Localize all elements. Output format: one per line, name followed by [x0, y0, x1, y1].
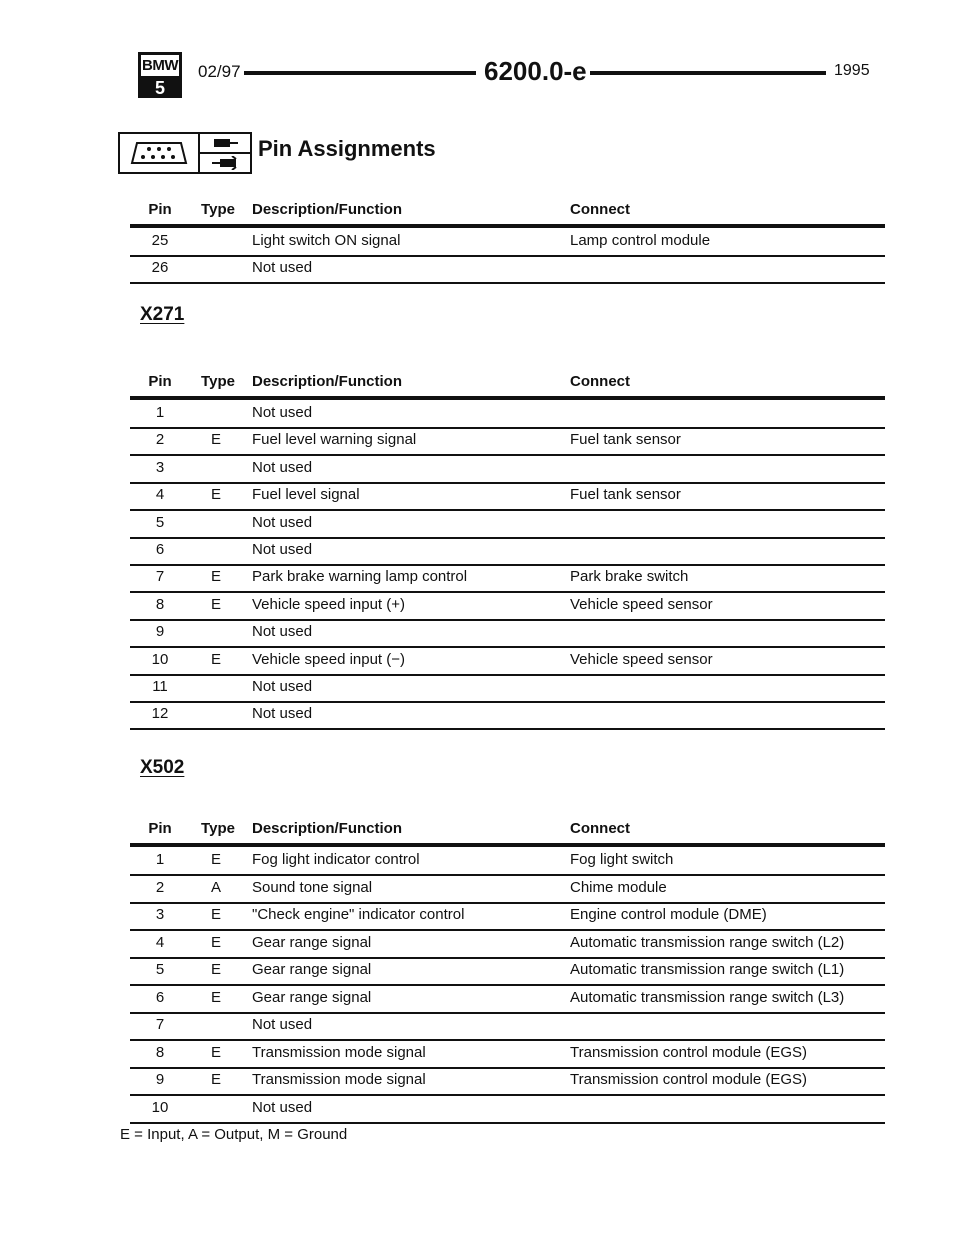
pin-cell: 9	[155, 623, 165, 641]
description-cell: Not used	[252, 705, 313, 723]
connect-cell: Lamp control module	[570, 232, 711, 249]
type-cell: E	[210, 431, 221, 449]
pin-cell: 5	[155, 961, 165, 978]
column-header-description: Description/Function	[252, 820, 402, 837]
column-header-pin: Pin	[148, 820, 172, 837]
type-cell: E	[210, 933, 221, 951]
table-row	[130, 875, 885, 904]
type-cell: E	[210, 961, 221, 978]
type-cell: E	[210, 650, 221, 668]
type-cell: E	[210, 1043, 221, 1061]
description-cell: Fog light indicator control	[252, 851, 420, 868]
connector-pin-icon-box	[118, 132, 252, 174]
column-header-connect: Connect	[570, 820, 630, 837]
table-row	[130, 510, 885, 539]
connect-cell: Chime module	[570, 878, 667, 896]
description-cell: Fuel level signal	[252, 486, 360, 504]
table-row	[130, 255, 885, 284]
description-cell: Not used	[252, 259, 313, 276]
output-arrow-icon	[200, 134, 250, 154]
pin-cell: 7	[155, 568, 165, 586]
connect-cell: Vehicle speed sensor	[570, 650, 713, 668]
pin-cell: 8	[155, 1043, 165, 1061]
pin-cell: 6	[155, 988, 165, 1006]
description-cell: Not used	[252, 404, 313, 421]
connect-cell: Vehicle speed sensor	[570, 595, 713, 613]
pin-cell: 9	[155, 1071, 165, 1088]
description-cell: Not used	[252, 513, 313, 531]
table-row	[130, 930, 885, 959]
description-cell: Transmission mode signal	[252, 1043, 426, 1061]
table-row	[130, 537, 885, 566]
type-cell: A	[210, 878, 221, 896]
table-row	[130, 400, 885, 429]
table-header	[130, 373, 890, 395]
connect-cell: Transmission control module (EGS)	[570, 1043, 808, 1061]
table-row	[130, 1040, 885, 1069]
pin-cell: 8	[155, 595, 165, 613]
table-row	[130, 1067, 885, 1096]
table-header	[130, 201, 890, 223]
table-row	[130, 1012, 885, 1041]
table-row	[130, 619, 885, 648]
connect-cell: Automatic transmission range switch (L2)	[570, 933, 845, 951]
column-header-connect: Connect	[570, 201, 630, 218]
header-rule-left	[244, 71, 476, 75]
pin-cell: 2	[155, 878, 165, 896]
header-year: 1995	[834, 62, 870, 79]
connect-cell: Park brake switch	[570, 568, 689, 586]
header-date: 02/97	[198, 62, 241, 81]
type-cell: E	[210, 1071, 221, 1088]
column-header-type: Type	[201, 820, 235, 837]
description-cell: Park brake warning lamp control	[252, 568, 468, 586]
table-header	[130, 820, 890, 842]
pin-cell: 6	[155, 541, 165, 558]
table-row	[130, 592, 885, 621]
logo-series-text: 5	[141, 79, 179, 98]
table-row	[130, 985, 885, 1014]
table-row	[130, 957, 885, 986]
column-header-pin: Pin	[148, 201, 172, 218]
pin-cell: 12	[151, 705, 169, 723]
connect-cell: Fuel tank sensor	[570, 431, 681, 449]
pin-cell: 4	[155, 486, 165, 504]
connect-cell: Fog light switch	[570, 851, 674, 868]
pin-cell: 11	[152, 678, 168, 695]
column-header-description: Description/Function	[252, 201, 402, 218]
column-header-type: Type	[201, 201, 235, 218]
description-cell: Not used	[252, 458, 313, 476]
table-row	[130, 1095, 885, 1124]
description-cell: Gear range signal	[252, 961, 372, 978]
table-row	[130, 482, 885, 511]
connect-cell: Automatic transmission range switch (L3)	[570, 988, 845, 1006]
header-rule-right	[590, 71, 826, 75]
description-cell: Vehicle speed input (+)	[252, 595, 406, 613]
type-cell: E	[210, 851, 221, 868]
type-cell: E	[210, 988, 221, 1006]
connector-icon	[120, 134, 200, 172]
description-cell: Fuel level warning signal	[252, 431, 417, 449]
signal-direction-icon	[200, 134, 250, 172]
pin-cell: 5	[155, 513, 165, 531]
bmw-5-series-logo	[138, 52, 182, 98]
type-cell: E	[210, 595, 221, 613]
type-cell: E	[210, 906, 221, 923]
description-cell: Light switch ON signal	[252, 232, 401, 249]
description-cell: Transmission mode signal	[252, 1071, 426, 1088]
type-cell: E	[210, 486, 221, 504]
connect-cell: Automatic transmission range switch (L1)	[570, 961, 845, 978]
pin-cell: 3	[155, 906, 165, 923]
description-cell: Vehicle speed input (−)	[252, 650, 406, 668]
pin-cell: 26	[151, 259, 169, 276]
description-cell: Sound tone signal	[252, 878, 373, 896]
table-row	[130, 902, 885, 931]
table-row	[130, 847, 885, 876]
column-header-type: Type	[201, 373, 235, 390]
connect-cell: Fuel tank sensor	[570, 486, 681, 504]
table-row	[130, 564, 885, 593]
table-row	[130, 455, 885, 484]
column-header-connect: Connect	[570, 373, 630, 390]
connector-label-x502: X502	[140, 757, 185, 778]
type-legend: E = Input, A = Output, M = Ground	[120, 1126, 348, 1143]
document-number: 6200.0-e	[484, 56, 587, 86]
table-row	[130, 228, 885, 257]
pin-cell: 7	[155, 1016, 165, 1033]
connector-label-x271: X271	[140, 304, 185, 325]
type-cell: E	[210, 568, 221, 586]
pin-cell: 10	[151, 650, 169, 668]
page-title: Pin Assignments	[258, 136, 436, 161]
description-cell: Not used	[252, 1016, 313, 1033]
table-row	[130, 427, 885, 456]
connect-cell: Engine control module (DME)	[570, 906, 767, 923]
table-row	[130, 701, 885, 730]
pin-cell: 1	[155, 851, 165, 868]
description-cell: Not used	[252, 541, 313, 558]
description-cell: Not used	[252, 678, 313, 695]
description-cell: Gear range signal	[252, 988, 372, 1006]
table-row	[130, 647, 885, 676]
pin-cell: 1	[155, 404, 165, 421]
description-cell: Not used	[252, 623, 313, 641]
input-arrow-icon	[200, 154, 250, 172]
connect-cell: Transmission control module (EGS)	[570, 1071, 808, 1088]
pin-cell: 3	[155, 458, 165, 476]
pin-cell: 10	[151, 1098, 169, 1116]
logo-brand-text: BMW	[141, 55, 179, 79]
description-cell: Gear range signal	[252, 933, 372, 951]
description-cell: "Check engine" indicator control	[252, 906, 465, 923]
pin-cell: 25	[151, 232, 169, 249]
table-row	[130, 674, 885, 703]
column-header-pin: Pin	[148, 373, 172, 390]
description-cell: Not used	[252, 1098, 313, 1116]
column-header-description: Description/Function	[252, 373, 402, 390]
pin-cell: 2	[155, 431, 165, 449]
pin-cell: 4	[155, 933, 165, 951]
